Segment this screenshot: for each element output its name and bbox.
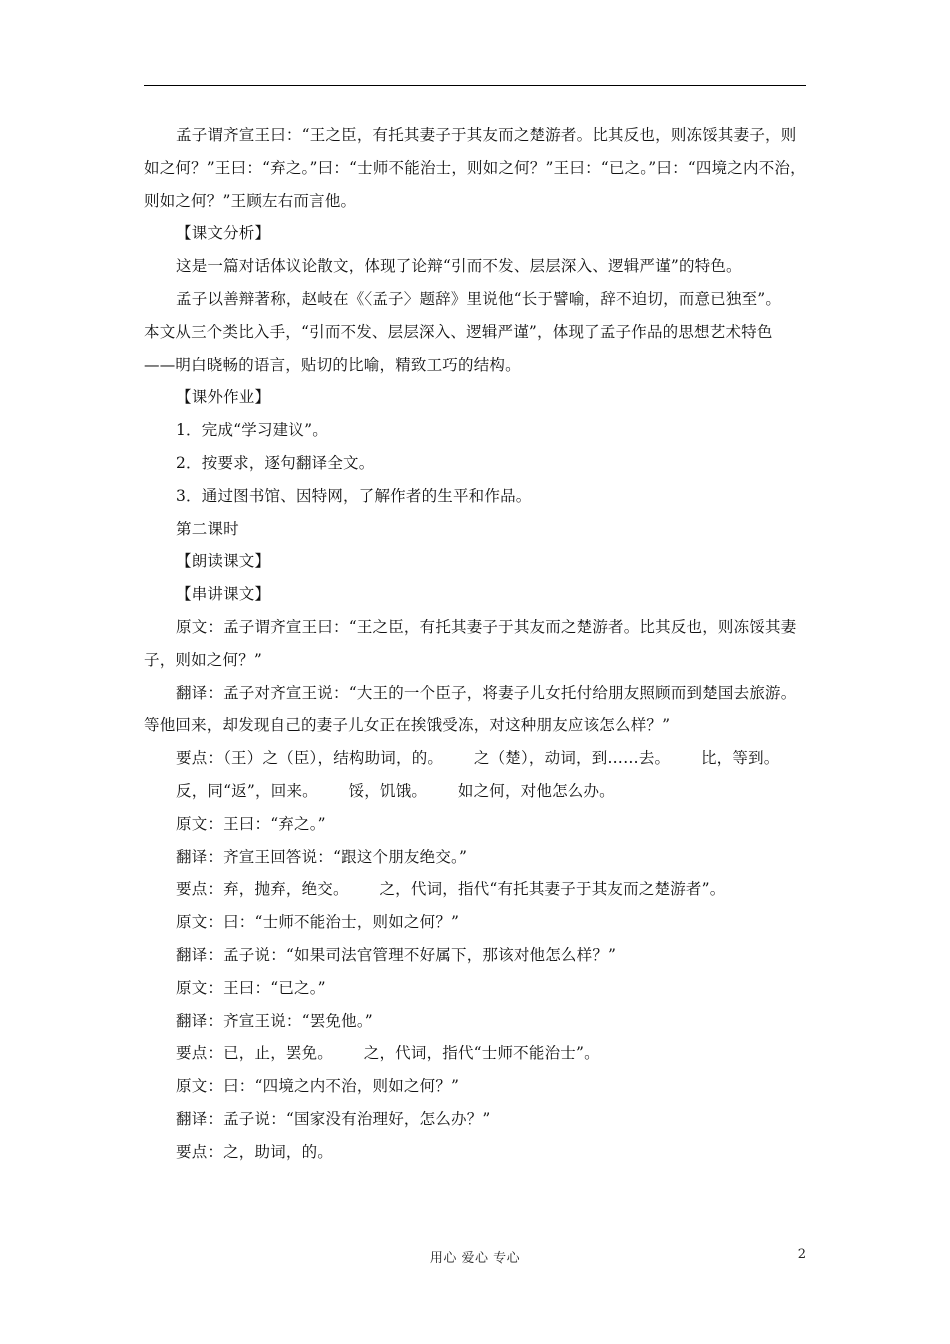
header-rule <box>144 85 806 86</box>
original-line-5: 原文：曰：“四境之内不治，则如之何？” <box>176 1077 460 1096</box>
translation-line-4: 翻译：齐宣王说：“罢免他。” <box>176 1011 373 1030</box>
heading-read-aloud: 【朗读课文】 <box>176 552 271 571</box>
footer-slogan: 用心 爱心 专心 <box>429 1251 521 1266</box>
key-points-line-3: 要点：弃，抛弃，绝交。 之，代词，指代“有托其妻子于其友而之楚游者”。 <box>176 880 726 899</box>
heading-homework: 【课外作业】 <box>176 388 271 407</box>
document-body <box>144 119 806 1169</box>
key-points-line-5: 要点：之，助词，的。 <box>176 1142 334 1161</box>
translation-line-2: 翻译：齐宣王回答说：“跟这个朋友绝交。” <box>176 847 468 866</box>
original-line-4: 原文：王曰：“已之。” <box>176 978 326 997</box>
paragraph-analysis-2: 孟子以善辩著称，赵岐在《〈孟子〉题辞》里说他“长于譬喻，辞不迫切，而意已独至”。 <box>176 289 782 308</box>
original-line-2: 原文：王曰：“弃之。” <box>176 814 326 833</box>
heading-explain-text: 【串讲课文】 <box>176 585 271 604</box>
translation-line-5: 翻译：孟子说：“国家没有治理好，怎么办？” <box>176 1109 491 1128</box>
original-line-3: 原文：曰：“士师不能治士，则如之何？” <box>176 913 460 932</box>
key-points-line-2: 反，同“返”，回来。 馁，饥饿。 如之何，对他怎么办。 <box>176 781 615 800</box>
homework-item-1: 1．完成“学习建议”。 <box>176 421 328 440</box>
translation-line-1: 翻译：孟子对齐宣王说：“大王的一个臣子，将妻子儿女托付给朋友照顾而到楚国去旅游。等他回来，却发现自己的妻子儿女正在挨饿受冻，对这种朋友应该怎么样？” <box>144 683 797 735</box>
paragraph-analysis-1: 这是一篇对话体议论散文，体现了论辩“引而不发、层层深入、逻辑严谨”的特色。 <box>176 257 742 276</box>
page-number: 2 <box>797 1247 806 1262</box>
heading-text-analysis: 【课文分析】 <box>176 224 271 243</box>
homework-item-2: 2．按要求，逐句翻译全文。 <box>176 453 375 472</box>
key-points-line-4: 要点：已，止，罢免。 之，代词，指代“士师不能治士”。 <box>176 1044 600 1063</box>
paragraph-analysis-3: 本文从三个类比入手，“引而不发、层层深入、逻辑严谨”，体现了孟子作品的思想艺术特色 <box>144 322 773 341</box>
paragraph-original-text: 孟子谓齐宣王曰：“王之臣，有托其妻子于其友而之楚游者。比其反也，则冻馁其妻子，则如之何？”王曰：“弃之。”曰：“士师不能治士，则如之何？”王曰：“已之。”曰：“四境之内不治，则如之何？”王顾左右而言他。 <box>144 126 806 210</box>
key-points-line-1: 要点：（王）之（臣），结构助词，的。 之（楚），动词，到……去。 比，等到。 <box>176 749 780 768</box>
paragraph-analysis-4: ——明白晓畅的语言，贴切的比喻，精致工巧的结构。 <box>144 355 521 374</box>
translation-line-3: 翻译：孟子说：“如果司法官管理不好属下，那该对他怎么样？” <box>176 945 617 964</box>
original-line-1: 原文：孟子谓齐宣王曰：“王之臣，有托其妻子于其友而之楚游者。比其反也，则冻馁其妻子，则如之何？” <box>144 617 797 669</box>
homework-item-3: 3．通过图书馆、因特网，了解作者的生平和作品。 <box>176 486 532 505</box>
section-second-lesson: 第二课时 <box>176 519 239 538</box>
